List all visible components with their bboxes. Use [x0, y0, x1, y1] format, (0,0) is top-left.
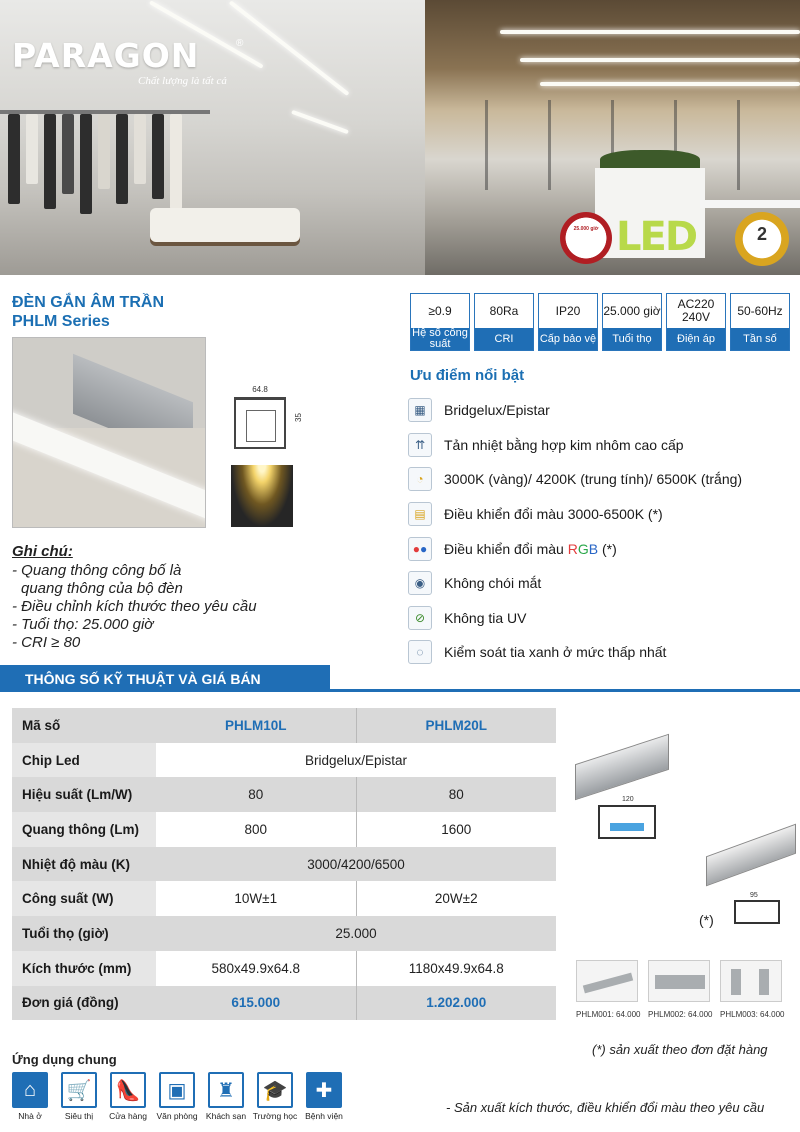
price-table: [12, 708, 556, 1020]
blue-light-icon: ◌: [408, 640, 432, 664]
accessory-thumb: [648, 960, 710, 1002]
spec-value: IP20: [555, 303, 581, 318]
notes-title: Ghi chú:: [12, 543, 73, 560]
spec-cri: [474, 293, 534, 351]
feature-item: ⇈ Tản nhiệt bằng hợp kim nhôm cao cấp: [408, 428, 800, 463]
feature-item: ▦ Bridgelux/Epistar: [408, 393, 800, 428]
product-title: [12, 293, 164, 331]
warranty-badge: 2: [735, 212, 789, 266]
accessory-code: PHLM003: 64.000: [720, 1010, 785, 1019]
accessory-thumb: [576, 960, 638, 1002]
height-dimension: 35: [293, 413, 303, 422]
banner: [0, 0, 800, 275]
spec-label: Điện áp: [667, 328, 725, 350]
spec-boxes: [410, 293, 790, 351]
spec-value: ≥0.9: [428, 303, 452, 318]
application-item: ⌂ Nhà ở: [12, 1072, 48, 1121]
accessory-image-profile: [706, 826, 796, 884]
registered-mark: ®: [236, 38, 244, 49]
eye-icon: ◉: [408, 571, 432, 595]
paragon-logo: PARAGON: [12, 36, 200, 75]
hospital-cross-icon: ✚: [306, 1072, 342, 1108]
accessory-code: PHLM002: 64.000: [648, 1010, 713, 1019]
section-drawing: 120: [598, 805, 656, 839]
bellboy-icon: ♜: [208, 1072, 244, 1108]
lifetime-seal: 25.000 giờ: [560, 212, 612, 264]
table-row: Quang thông (Lm) 800 1600: [12, 812, 556, 847]
table-row: Tuổi thọ (giờ) 25.000: [12, 916, 556, 951]
feature-item: ◌ Kiểm soát tia xanh ở mức thấp nhất: [408, 635, 800, 670]
custom-order-mark: (*): [699, 912, 714, 928]
applications-title: Ứng dụng chung: [12, 1052, 117, 1067]
table-row: Chip Led Bridgelux/Epistar: [12, 743, 556, 778]
note-line: - CRI ≥ 80: [12, 634, 81, 651]
spec-label: Hệ số công suất: [412, 327, 468, 350]
note-line: - Tuổi thọ: 25.000 giờ: [12, 616, 154, 633]
notes: [12, 543, 257, 652]
spec-value: 25.000 giờ: [603, 303, 661, 318]
spec-power-factor: [410, 293, 470, 351]
heat-sink-icon: ⇈: [408, 433, 432, 457]
application-item: ✚ Bệnh viện: [306, 1072, 342, 1121]
accessory-codes: [576, 1010, 788, 1019]
section-drawing-small: 95: [734, 900, 780, 924]
feature-item: ● ● Điều khiển đổi màu RGB (*): [408, 531, 800, 566]
feature-item: ⊘ Không tia UV: [408, 601, 800, 636]
accessory-image-frame: [575, 735, 669, 797]
feature-item: ◉ Không chói mắt: [408, 566, 800, 601]
uv-icon: ⊘: [408, 606, 432, 630]
feature-item: ▤ Điều khiển đổi màu 3000-6500K (*): [408, 497, 800, 532]
led-mark: LED: [616, 214, 697, 260]
spec-label: CRI: [475, 328, 533, 350]
spec-voltage: [666, 293, 726, 351]
house-icon: ⌂: [12, 1072, 48, 1108]
features-list: [408, 393, 800, 670]
section-divider: [0, 689, 800, 692]
cart-icon: 🛒: [61, 1072, 97, 1108]
beam-illustration: [231, 465, 293, 527]
spec-value: 50-60Hz: [737, 303, 783, 318]
bottom-note: - Sản xuất kích thước, điều khiển đổi màu theo yêu cầu: [446, 1100, 765, 1115]
application-item: ♜ Khách sạn: [208, 1072, 244, 1121]
note-line: quang thông của bộ đèn: [21, 580, 183, 597]
computer-icon: ▣: [159, 1072, 195, 1108]
table-row-price: Đơn giá (đồng) 615.000 1.202.000: [12, 986, 556, 1021]
tunable-icon: ▤: [408, 502, 432, 526]
application-item: 🎓 Trường học: [257, 1072, 293, 1121]
spec-value: 80Ra: [489, 303, 519, 318]
product-image: [12, 337, 206, 528]
table-row: Hiệu suất (Lm/W) 80 80: [12, 777, 556, 812]
graduation-cap-icon: 🎓: [257, 1072, 293, 1108]
application-item: 👠 Cửa hàng: [110, 1072, 146, 1121]
table-row: Nhiệt độ màu (K) 3000/4200/6500: [12, 847, 556, 882]
spec-value: AC220 240V: [677, 297, 715, 324]
spec-label: Tần số: [731, 328, 789, 350]
shoe-icon: 👠: [110, 1072, 146, 1108]
application-item: ▣ Văn phòng: [159, 1072, 195, 1121]
table-row: Công suất (W) 10W±1 20W±2: [12, 881, 556, 916]
spec-label: Cấp bảo vệ: [539, 328, 597, 350]
section-title: THÔNG SỐ KỸ THUẬT VÀ GIÁ BÁN: [0, 665, 330, 692]
accessory-thumbnails: [576, 960, 782, 1002]
note-line: - Quang thông công bố là: [12, 562, 182, 579]
accessory-code: PHLM001: 64.000: [576, 1010, 641, 1019]
features-title: Ưu điểm nổi bật: [410, 367, 525, 384]
application-item: 🛒 Siêu thị: [61, 1072, 97, 1121]
product-series: PHLM Series: [12, 313, 110, 330]
spec-ip-rating: [538, 293, 598, 351]
tagline: Chất lượng là tất cả: [138, 75, 227, 87]
table-row: Kích thước (mm) 580x49.9x64.8 1180x49.9x64.8: [12, 951, 556, 986]
product-category: ĐÈN GẮN ÂM TRẦN: [12, 294, 164, 311]
applications-list: [12, 1072, 342, 1121]
rgb-icon: ● ●: [408, 537, 432, 561]
spec-label: Tuổi thọ: [603, 328, 661, 350]
table-header: Mã số PHLM10L PHLM20L: [12, 708, 556, 743]
dimension-drawing: [228, 385, 308, 457]
width-dimension: 64.8: [252, 385, 268, 394]
led-chip-icon: ▦: [408, 398, 432, 422]
spec-frequency: [730, 293, 790, 351]
feature-item: ◔ 3000K (vàng)/ 4200K (trung tính)/ 6500K (trắng): [408, 462, 800, 497]
order-note: (*) sản xuất theo đơn đặt hàng: [592, 1042, 768, 1057]
spec-lifetime: [602, 293, 662, 351]
color-temperature-icon: ◔: [408, 467, 432, 491]
note-line: - Điều chỉnh kích thước theo yêu cầu: [12, 598, 257, 615]
accessory-thumb: [720, 960, 782, 1002]
